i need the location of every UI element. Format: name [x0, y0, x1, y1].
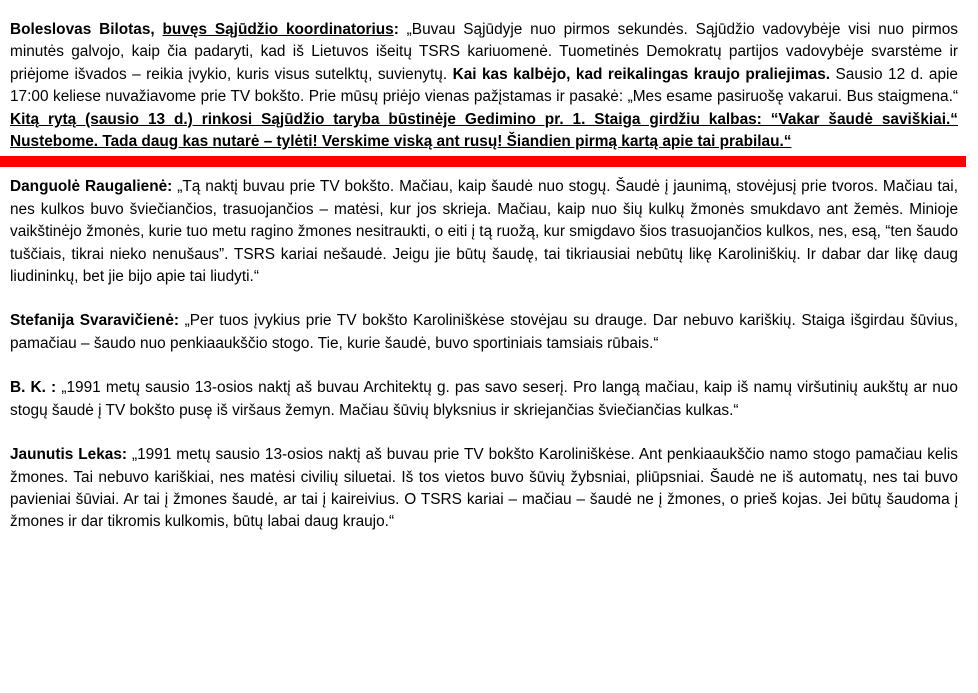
- paragraph-spacer: [10, 288, 958, 310]
- testimony-svaraviciene: [10, 310, 958, 355]
- speaker-name: Stefanija Svaravičienė:: [10, 312, 180, 330]
- speaker-name: B. K. :: [10, 379, 57, 397]
- speaker-name: Jaunutis Lekas:: [10, 446, 128, 464]
- speaker-name: Boleslovas Bilotas,: [10, 21, 163, 38]
- paragraph-spacer: [10, 355, 958, 377]
- paragraph-spacer: [10, 422, 958, 444]
- speaker-role: buvęs Sąjūdžio koordinatorius: [162, 21, 394, 38]
- testimony-text-continued: Sausio 12 d. apie 17:00 keliese nuvažiavome prie TV bokšto. Prie mūsų priėjo vienas pažįstamas ir pasakė: „Mes esame pasiruošę vakarui. Bus staigmena.“: [10, 65, 958, 106]
- testimony-lekas: [10, 444, 958, 534]
- speaker-name: Danguolė Raugalienė:: [10, 178, 173, 196]
- testimony-text: „Per tuos įvykius prie TV bokšto Karoliniškėse stovėjau su drauge. Dar nebuvo kariškių. Staiga išgirdau šūvius, pamačiau – šaudo nuo penkiaaukščio stogo. Tie, kurie šaudė, buvo sportiniais tamsiais rūbais.“: [10, 312, 958, 352]
- testimony-bk: [10, 377, 958, 422]
- document-page: [10, 19, 958, 534]
- testimony-text: „1991 metų sausio 13-osios naktį aš buvau prie TV bokšto Karoliniškėse. Ant penkiaaukščio namo stogo pamačiau kelis žmones. Tai nebuvo kariškiai, nes matėsi civilių siluetai. Iš tos vietos buvo šūvių žybsniai, pliūpsniai. Šaudė ne iš automatų, nes tai buvo pavieniai šūviai. Ar tai į žmones šaudė, ar tai į kaireivius. O TSRS kariai – mačiau – šaudė ne į žmones, o prieš kojas. Jei būtų šaudoma į žmones ir dar tikromis kulkomis, būtų labai daug kraujo.“: [10, 446, 958, 531]
- testimony-bilotas: [10, 19, 958, 153]
- speaker-role-colon: :: [393, 21, 399, 38]
- testimony-text: „1991 metų sausio 13-osios naktį aš buvau Architektų g. pas savo seserį. Pro langą mačiau, kaip iš namų viršutinių aukštų ar nuo stogų šaudė į TV bokšto pusę iš viršaus žemyn. Mačiau šūvių blyksnius ir skriejančias šviečiančias kulkas.“: [10, 379, 958, 419]
- testimony-text: „Tą naktį buvau prie TV bokšto. Mačiau, kaip šaudė nuo stogų. Šaudė į jaunimą, stovėjusį prie tvoros. Mačiau tai, nes kulkos buvo šviečiančios, trasuojančios – matėsi, kur jos skrieja. Mačiau, kaip nuo šių kulkų žmonės smukdavo ant žemės. Minioje vaikštinėjo žmonės, kurie tuo metu ragino žmones nesitraukti, o eiti į tą ruožą, kur smigdavo šios trasuojančios kulkos, nes, esą, “ten šaudo tuščiais, tikrai nieko nenušaus”. TSRS kariai nešaudė. Jeigu jie būtų šaudę, tai tikriausiai nebūtų likę Karoliniškių. Ir dabar dar likę daug liudininkų, bet jie bijo apie tai liudyti.“: [10, 178, 958, 286]
- red-divider: [0, 156, 966, 167]
- testimony-bold-text: Kai kas kalbėjo, kad reikalingas kraujo praliejimas.: [452, 65, 831, 83]
- testimony-text: „Buvau Sąjūdyje nuo pirmos sekundės. Sąjūdžio vadovybėje visi nuo pirmos minutės galvojo, kaip čia padaryti, kad iš Lietuvos išeitų TSRS kariuomenė. Tuometinės Demokratų partijos vadovybėje svarstėme ir priėjome išvados – reikia įvykio, kuris visus sutelktų, suvienytų.: [10, 21, 958, 83]
- testimony-highlight-text: Kitą rytą (sausio 13 d.) rinkosi Sąjūdžio taryba būstinėje Gedimino pr. 1. Staiga girdžiu kalbas: “Vakar šaudė saviškiai.“ Nustebome. Tada daug kas nutarė – tylėti! Verskime viską ant rusų! Šiandien pirmą kartą apie tai prabilau.“: [10, 110, 958, 151]
- testimony-raugaliene: [10, 176, 958, 288]
